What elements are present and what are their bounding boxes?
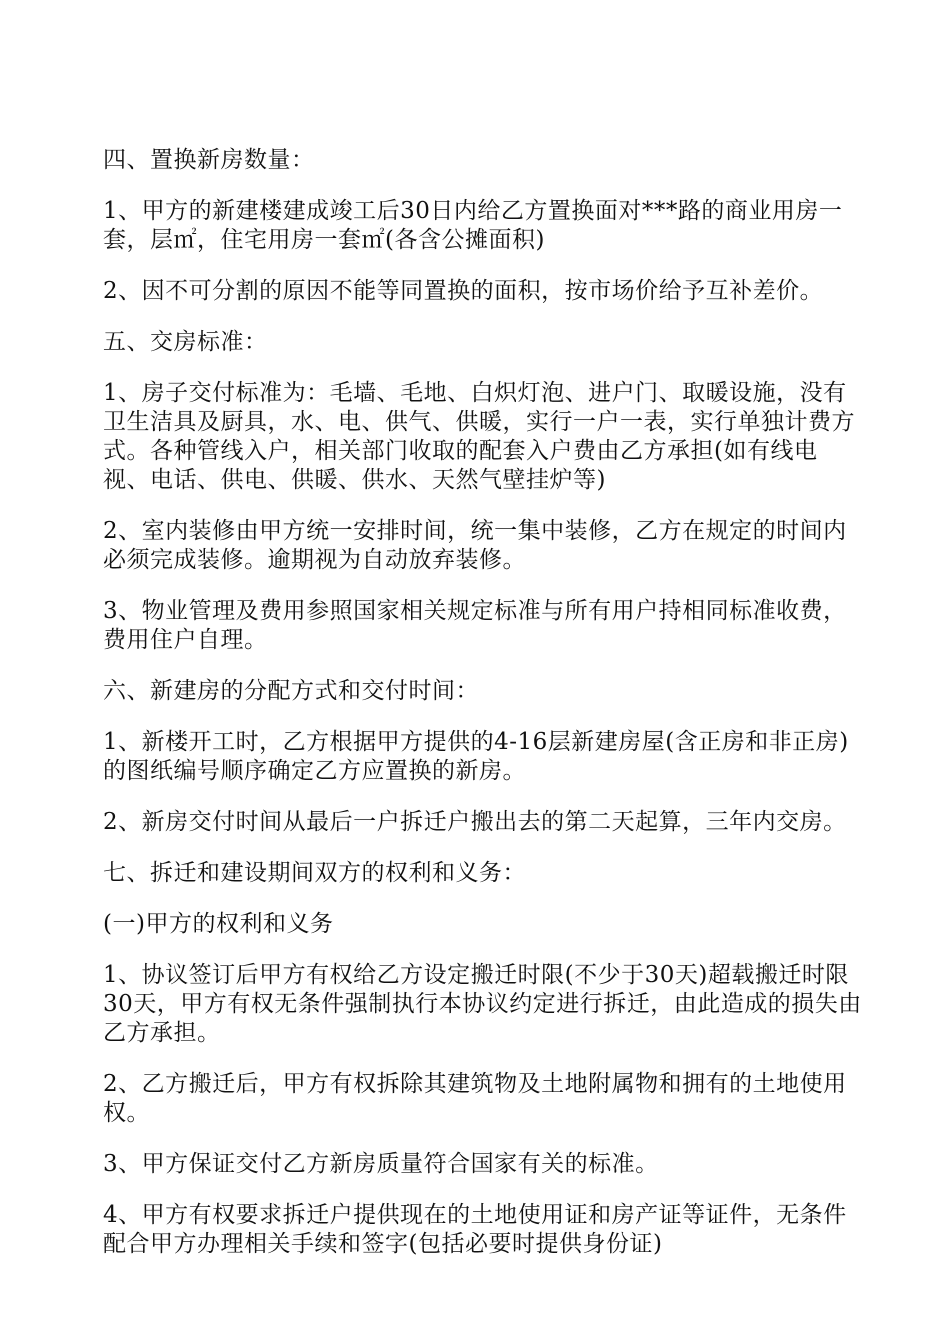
section-heading-six: 六、新建房的分配方式和交付时间： [103, 678, 479, 704]
paragraph-5-3: 3、物业管理及费用参照国家相关规定标准与所有用户持相同标准收费，费用住户自理。 [103, 598, 847, 653]
section-heading-four: 四、置换新房数量： [103, 147, 315, 173]
paragraph-5-1: 1、房子交付标准为：毛墙、毛地、白炽灯泡、进户门、取暖设施，没有卫生洁具及厨具，水、电、供气、供暖，实行一户一表，实行单独计费方式。各种管线入户，相关部门收取的配套入户费由乙方承担(如有线电视、电话、供电、供暖、供水、天然气壁挂炉等) [103, 380, 855, 493]
paragraph-5-2: 2、室内装修由甲方统一安排时间，统一集中装修，乙方在规定的时间内必须完成装修。逾期视为自动放弃装修。 [103, 518, 847, 573]
paragraph-7-2: 2、乙方搬迁后，甲方有权拆除其建筑物及土地附属物和拥有的土地使用权。 [103, 1071, 847, 1126]
paragraph-6-2: 2、新房交付时间从最后一户拆迁户搬出去的第二天起算，三年内交房。 [103, 809, 847, 835]
paragraph-7-4: 4、甲方有权要求拆迁户提供现在的土地使用证和房产证等证件，无条件配合甲方办理相关手续和签字(包括必要时提供身份证) [103, 1202, 847, 1257]
section-heading-five: 五、交房标准： [103, 329, 268, 355]
paragraph-7-1: 1、协议签订后甲方有权给乙方设定搬迁时限(不少于30天)超载搬迁时限30天，甲方有权无条件强制执行本协议约定进行拆迁，由此造成的损失由乙方承担。 [103, 962, 862, 1046]
section-heading-seven: 七、拆迁和建设期间双方的权利和义务： [103, 860, 526, 886]
paragraph-7-3: 3、甲方保证交付乙方新房质量符合国家有关的标准。 [103, 1151, 659, 1177]
paragraph-4-2: 2、因不可分割的原因不能等同置换的面积，按市场价给予互补差价。 [103, 278, 824, 304]
document-body [103, 146, 863, 1281]
paragraph-4-1: 1、甲方的新建楼建成竣工后30日内给乙方置换面对***路的商业用房一套，层㎡，住宅用房一套㎡(各含公摊面积) [103, 198, 843, 253]
subsection-heading-party-a: (一)甲方的权利和义务 [103, 911, 334, 937]
paragraph-6-1: 1、新楼开工时，乙方根据甲方提供的4-16层新建房屋(含正房和非正房)的图纸编号顺序确定乙方应置换的新房。 [103, 729, 849, 784]
